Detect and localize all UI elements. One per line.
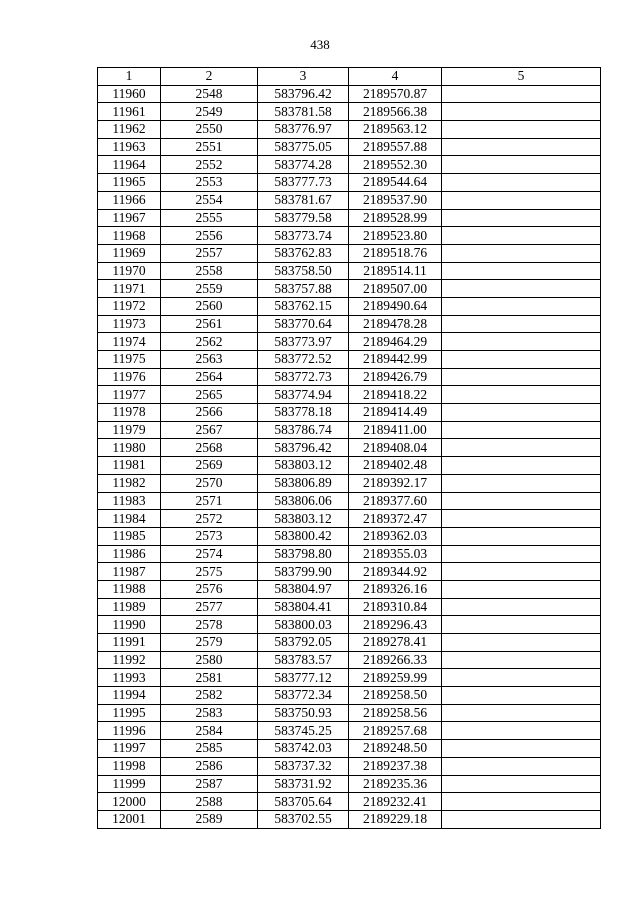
table-cell-col2: 2580 [161,651,258,669]
page-number: 438 [310,37,330,52]
table-cell-col2: 2589 [161,810,258,828]
table-row [98,793,601,811]
table-row [98,421,601,439]
table-cell-col5 [442,580,601,598]
table-cell-col5 [442,704,601,722]
table-cell-col2: 2567 [161,421,258,439]
table-cell-col2: 2577 [161,598,258,616]
table-cell-col2: 2574 [161,545,258,563]
table-cell-col2: 2551 [161,138,258,156]
table-row [98,616,601,634]
table-cell-col1: 11990 [98,616,161,634]
table-cell-col2: 2587 [161,775,258,793]
table-cell-col3: 583772.34 [258,687,349,705]
table-cell-col3: 583776.97 [258,121,349,139]
table-cell-col1: 11996 [98,722,161,740]
table-cell-col4: 2189258.56 [349,704,442,722]
table-cell-col2: 2557 [161,244,258,262]
table-cell-col4: 2189229.18 [349,810,442,828]
table-cell-col1: 11977 [98,386,161,404]
table-cell-col2: 2570 [161,474,258,492]
table-row [98,315,601,333]
table-cell-col3: 583777.73 [258,174,349,192]
table-cell-col5 [442,634,601,652]
table-cell-col1: 11960 [98,85,161,103]
table-cell-col4: 2189402.48 [349,457,442,475]
table-cell-col1: 11992 [98,651,161,669]
table-row [98,757,601,775]
table-cell-col1: 11989 [98,598,161,616]
table-cell-col3: 583804.97 [258,580,349,598]
table-cell-col3: 583777.12 [258,669,349,687]
table-cell-col2: 2562 [161,333,258,351]
table-cell-col4: 2189426.79 [349,368,442,386]
table-cell-col2: 2565 [161,386,258,404]
table-cell-col4: 2189464.29 [349,333,442,351]
table-cell-col1: 11999 [98,775,161,793]
table-cell-col5 [442,775,601,793]
table-cell-col5 [442,227,601,245]
table-row [98,404,601,422]
table-cell-col3: 583774.28 [258,156,349,174]
table-row [98,333,601,351]
table-cell-col3: 583762.83 [258,244,349,262]
table-cell-col4: 2189278.41 [349,634,442,652]
table-row [98,563,601,581]
table-cell-col2: 2575 [161,563,258,581]
table-cell-col5 [442,297,601,315]
table-cell-col2: 2588 [161,793,258,811]
table-cell-col2: 2558 [161,262,258,280]
table-header-row [98,68,601,86]
table-cell-col5 [442,156,601,174]
table-cell-col5 [442,315,601,333]
table-cell-col4: 2189377.60 [349,492,442,510]
table-cell-col1: 11984 [98,510,161,528]
table-cell-col1: 12001 [98,810,161,828]
table-row [98,262,601,280]
table-cell-col2: 2559 [161,280,258,298]
table-row [98,280,601,298]
table-cell-col5 [442,492,601,510]
table-cell-col3: 583773.97 [258,333,349,351]
table-cell-col3: 583804.41 [258,598,349,616]
column-header-1: 1 [98,68,161,86]
table-row [98,474,601,492]
table-cell-col1: 11978 [98,404,161,422]
table-cell-col5 [442,651,601,669]
table-cell-col1: 11982 [98,474,161,492]
table-row [98,545,601,563]
table-cell-col4: 2189259.99 [349,669,442,687]
table-row [98,227,601,245]
table-cell-col3: 583792.05 [258,634,349,652]
table-cell-col4: 2189514.11 [349,262,442,280]
table-cell-col3: 583806.06 [258,492,349,510]
table-cell-col1: 11993 [98,669,161,687]
column-header-5: 5 [442,68,601,86]
table-cell-col5 [442,368,601,386]
table-row [98,297,601,315]
table-cell-col3: 583806.89 [258,474,349,492]
table-cell-col3: 583774.94 [258,386,349,404]
table-cell-col1: 11961 [98,103,161,121]
table-row [98,651,601,669]
table-cell-col3: 583799.90 [258,563,349,581]
table-cell-col4: 2189528.99 [349,209,442,227]
table-cell-col5 [442,510,601,528]
table-cell-col4: 2189442.99 [349,351,442,369]
table-cell-col2: 2573 [161,527,258,545]
table-cell-col4: 2189518.76 [349,244,442,262]
table-cell-col2: 2582 [161,687,258,705]
table-cell-col1: 11991 [98,634,161,652]
table-cell-col1: 11988 [98,580,161,598]
table-row [98,510,601,528]
table-cell-col1: 11987 [98,563,161,581]
table-cell-col4: 2189355.03 [349,545,442,563]
table-row [98,775,601,793]
table-cell-col4: 2189257.68 [349,722,442,740]
table-cell-col5 [442,722,601,740]
table-row [98,704,601,722]
table-cell-col3: 583796.42 [258,439,349,457]
table-cell-col3: 583786.74 [258,421,349,439]
table-row [98,138,601,156]
table-row [98,687,601,705]
table-cell-col2: 2566 [161,404,258,422]
table-cell-col1: 11966 [98,191,161,209]
table-cell-col4: 2189326.16 [349,580,442,598]
table-cell-col2: 2585 [161,740,258,758]
table-cell-col5 [442,563,601,581]
table-cell-col5 [442,386,601,404]
column-header-3: 3 [258,68,349,86]
table-cell-col4: 2189552.30 [349,156,442,174]
table-cell-col3: 583781.58 [258,103,349,121]
table-cell-col5 [442,545,601,563]
table-cell-col1: 11972 [98,297,161,315]
table-cell-col1: 11969 [98,244,161,262]
table-cell-col3: 583773.74 [258,227,349,245]
table-cell-col2: 2550 [161,121,258,139]
table-cell-col5 [442,351,601,369]
table-cell-col3: 583803.12 [258,510,349,528]
table-cell-col2: 2583 [161,704,258,722]
table-cell-col3: 583800.03 [258,616,349,634]
table-cell-col5 [442,191,601,209]
table-cell-col2: 2581 [161,669,258,687]
table-cell-col1: 11994 [98,687,161,705]
table-cell-col1: 11970 [98,262,161,280]
table-cell-col5 [442,262,601,280]
table-cell-col2: 2560 [161,297,258,315]
table-cell-col3: 583758.50 [258,262,349,280]
coordinates-table [97,67,601,829]
table-cell-col1: 11967 [98,209,161,227]
table-cell-col1: 11979 [98,421,161,439]
table-row [98,368,601,386]
table-row [98,121,601,139]
table-cell-col2: 2549 [161,103,258,121]
table-cell-col3: 583737.32 [258,757,349,775]
table-body [98,85,601,828]
table-cell-col3: 583742.03 [258,740,349,758]
table-cell-col5 [442,757,601,775]
table-cell-col5 [442,740,601,758]
table-cell-col5 [442,793,601,811]
table-cell-col1: 11983 [98,492,161,510]
table-cell-col4: 2189258.50 [349,687,442,705]
table-cell-col3: 583781.67 [258,191,349,209]
table-cell-col3: 583783.57 [258,651,349,669]
table-row [98,810,601,828]
table-cell-col4: 2189566.38 [349,103,442,121]
table-cell-col5 [442,244,601,262]
table-cell-col5 [442,421,601,439]
table-cell-col2: 2553 [161,174,258,192]
table-row [98,439,601,457]
table-cell-col5 [442,103,601,121]
table-cell-col4: 2189563.12 [349,121,442,139]
table-cell-col2: 2586 [161,757,258,775]
table-cell-col3: 583778.18 [258,404,349,422]
table-cell-col4: 2189232.41 [349,793,442,811]
table-cell-col4: 2189507.00 [349,280,442,298]
table-cell-col1: 11971 [98,280,161,298]
column-header-2: 2 [161,68,258,86]
table-cell-col1: 11976 [98,368,161,386]
table-cell-col3: 583745.25 [258,722,349,740]
table-cell-col4: 2189537.90 [349,191,442,209]
table-row [98,740,601,758]
table-cell-col5 [442,85,601,103]
table-cell-col2: 2552 [161,156,258,174]
table-row [98,103,601,121]
table-cell-col1: 11975 [98,351,161,369]
table-cell-col5 [442,669,601,687]
table-cell-col4: 2189570.87 [349,85,442,103]
table-cell-col3: 583800.42 [258,527,349,545]
table-cell-col5 [442,457,601,475]
table-cell-col3: 583796.42 [258,85,349,103]
table-row [98,634,601,652]
table-cell-col2: 2555 [161,209,258,227]
table-cell-col4: 2189478.28 [349,315,442,333]
table-cell-col3: 583702.55 [258,810,349,828]
table-cell-col2: 2576 [161,580,258,598]
table-row [98,156,601,174]
table-cell-col2: 2564 [161,368,258,386]
table-cell-col4: 2189418.22 [349,386,442,404]
table-cell-col5 [442,333,601,351]
table-cell-col5 [442,121,601,139]
table-cell-col2: 2579 [161,634,258,652]
table-cell-col1: 11980 [98,439,161,457]
table-cell-col1: 11995 [98,704,161,722]
table-cell-col4: 2189362.03 [349,527,442,545]
column-header-4: 4 [349,68,442,86]
table-cell-col3: 583705.64 [258,793,349,811]
table-cell-col5 [442,138,601,156]
table-cell-col2: 2578 [161,616,258,634]
table-cell-col5 [442,439,601,457]
table-cell-col2: 2556 [161,227,258,245]
table-cell-col4: 2189310.84 [349,598,442,616]
table-cell-col4: 2189411.00 [349,421,442,439]
table-cell-col4: 2189237.38 [349,757,442,775]
table-cell-col4: 2189248.50 [349,740,442,758]
table-cell-col3: 583772.73 [258,368,349,386]
table-cell-col1: 11965 [98,174,161,192]
table-cell-col2: 2584 [161,722,258,740]
table-cell-col3: 583762.15 [258,297,349,315]
table-cell-col4: 2189296.43 [349,616,442,634]
table-cell-col3: 583770.64 [258,315,349,333]
table-cell-col2: 2571 [161,492,258,510]
table-row [98,209,601,227]
table-row [98,191,601,209]
table-cell-col4: 2189544.64 [349,174,442,192]
table-cell-col2: 2554 [161,191,258,209]
table-cell-col1: 11964 [98,156,161,174]
table-cell-col5 [442,598,601,616]
table-cell-col1: 11963 [98,138,161,156]
table-cell-col2: 2568 [161,439,258,457]
table-cell-col1: 11962 [98,121,161,139]
table-row [98,457,601,475]
table-cell-col5 [442,810,601,828]
table-cell-col5 [442,280,601,298]
table-cell-col2: 2563 [161,351,258,369]
table-cell-col5 [442,687,601,705]
table-cell-col4: 2189523.80 [349,227,442,245]
table-cell-col4: 2189414.49 [349,404,442,422]
table-cell-col3: 583757.88 [258,280,349,298]
table-row [98,351,601,369]
table-row [98,85,601,103]
table-cell-col1: 11985 [98,527,161,545]
table-row [98,598,601,616]
table-cell-col4: 2189266.33 [349,651,442,669]
table-cell-col1: 11986 [98,545,161,563]
table-cell-col5 [442,174,601,192]
table-cell-col5 [442,209,601,227]
table-cell-col5 [442,616,601,634]
table-cell-col1: 12000 [98,793,161,811]
table-row [98,174,601,192]
table-cell-col2: 2561 [161,315,258,333]
table-cell-col4: 2189392.17 [349,474,442,492]
table-cell-col4: 2189408.04 [349,439,442,457]
table-cell-col3: 583798.80 [258,545,349,563]
table-cell-col1: 11997 [98,740,161,758]
table-row [98,669,601,687]
table-cell-col3: 583750.93 [258,704,349,722]
table-cell-col4: 2189557.88 [349,138,442,156]
table-cell-col4: 2189344.92 [349,563,442,581]
table-cell-col1: 11998 [98,757,161,775]
table-cell-col4: 2189372.47 [349,510,442,528]
table-row [98,580,601,598]
table-cell-col5 [442,527,601,545]
table-cell-col3: 583772.52 [258,351,349,369]
table-cell-col2: 2569 [161,457,258,475]
table-row [98,492,601,510]
table-cell-col3: 583779.58 [258,209,349,227]
table-cell-col3: 583803.12 [258,457,349,475]
table-row [98,527,601,545]
table-row [98,386,601,404]
table-row [98,722,601,740]
table-cell-col5 [442,474,601,492]
table-cell-col1: 11973 [98,315,161,333]
table-cell-col2: 2548 [161,85,258,103]
table-cell-col4: 2189235.36 [349,775,442,793]
table-row [98,244,601,262]
table-cell-col3: 583731.92 [258,775,349,793]
table-cell-col2: 2572 [161,510,258,528]
table-cell-col4: 2189490.64 [349,297,442,315]
table-cell-col1: 11974 [98,333,161,351]
table-cell-col5 [442,404,601,422]
table-cell-col1: 11968 [98,227,161,245]
table-cell-col1: 11981 [98,457,161,475]
table-cell-col3: 583775.05 [258,138,349,156]
